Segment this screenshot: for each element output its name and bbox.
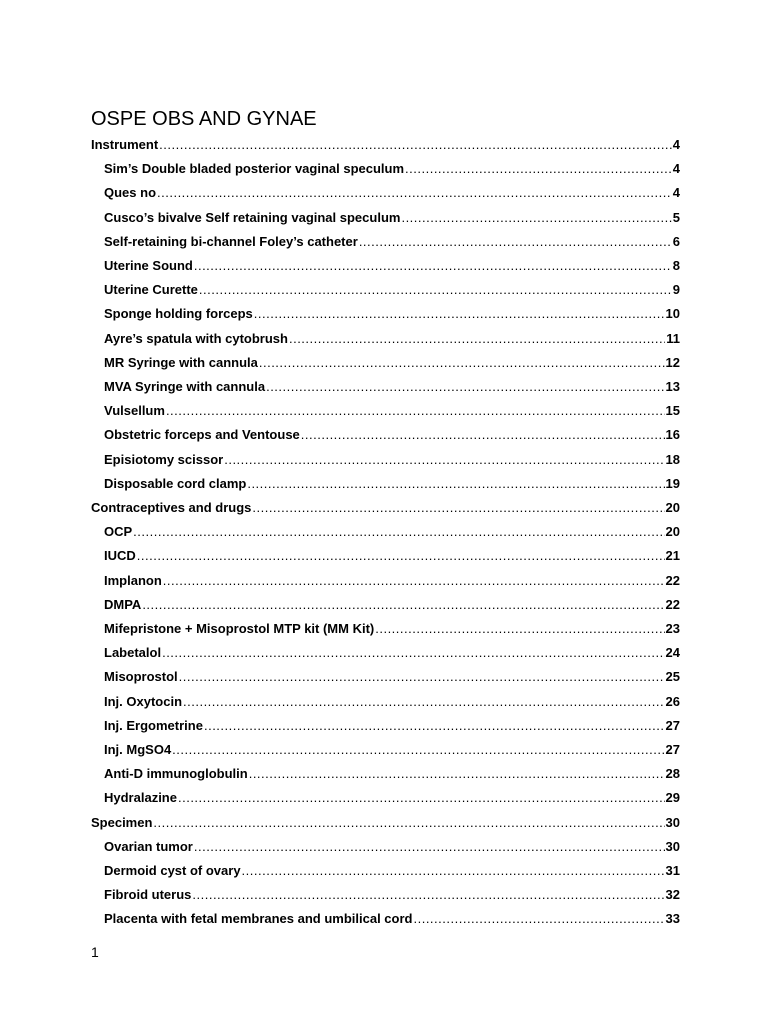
toc-entry-page: 12: [665, 354, 680, 370]
toc-entry-page: 30: [665, 814, 680, 830]
toc-entry-label: Instrument: [91, 137, 159, 152]
toc-entry[interactable]: [104, 735, 680, 757]
toc-entry-label: MVA Syringe with cannula: [104, 379, 266, 394]
toc-entry-page: 6: [672, 233, 680, 249]
toc-entry-page: 21: [665, 548, 680, 564]
toc-entry[interactable]: [104, 154, 680, 176]
toc-entry-label: Labetalol: [104, 645, 162, 661]
toc-entry-page: 5: [672, 209, 680, 225]
toc-dot-leader: [183, 694, 665, 709]
toc-entry-label: Ayre’s spatula with cytobrush: [104, 330, 288, 346]
toc-entry-label: Sim’s Double bladed posterior vaginal speculum: [104, 161, 405, 177]
toc-entry-page: 8: [672, 258, 680, 273]
toc-entry-page: 23: [665, 621, 680, 636]
toc-entry-page: 27: [665, 742, 680, 757]
page-number: 1: [91, 944, 99, 960]
toc-entry[interactable]: [104, 445, 680, 467]
toc-entry-label: IUCD: [104, 548, 136, 564]
toc-entry-page: 31: [665, 863, 680, 878]
toc-entry[interactable]: [104, 178, 680, 200]
toc-entry-label: Mifepristone + Misoprostol MTP kit (MM Kit): [104, 621, 375, 636]
toc-entry[interactable]: [104, 517, 680, 539]
toc-dot-leader: [137, 548, 665, 563]
toc-entry[interactable]: [104, 759, 680, 781]
toc-entry-label: Disposable cord clamp: [104, 475, 247, 491]
toc-dot-leader: [254, 306, 665, 321]
toc-entry-page: 9: [672, 282, 680, 298]
toc-entry-page: 29: [665, 790, 680, 806]
toc-dot-leader: [242, 863, 665, 878]
toc-dot-leader: [199, 282, 672, 297]
toc-entry-page: 15: [665, 403, 680, 419]
toc-entry[interactable]: [104, 832, 680, 854]
toc-entry-label: Cusco’s bivalve Self retaining vaginal speculum: [104, 209, 401, 225]
toc-dot-leader: [178, 790, 665, 805]
toc-entry[interactable]: [91, 493, 680, 515]
toc-entry-page: 32: [665, 887, 680, 903]
toc-dot-leader: [166, 403, 665, 418]
toc-entry[interactable]: [104, 420, 680, 442]
toc-dot-leader: [247, 476, 664, 491]
toc-entry-label: Contraceptives and drugs: [91, 500, 252, 515]
toc-entry-page: 30: [665, 838, 680, 854]
toc-entry[interactable]: [104, 904, 680, 926]
toc-entry[interactable]: [104, 687, 680, 709]
toc-dot-leader: [162, 645, 664, 660]
toc-entry-label: Ovarian tumor: [104, 838, 193, 854]
toc-entry[interactable]: [104, 299, 680, 321]
toc-dot-leader: [192, 887, 664, 902]
toc-entry-label: Dermoid cyst of ovary: [104, 863, 241, 878]
toc-entry[interactable]: [104, 566, 680, 588]
toc-entry[interactable]: [104, 324, 680, 346]
toc-dot-leader: [359, 234, 672, 249]
toc-dot-leader: [301, 427, 665, 442]
toc-entry-page: 20: [665, 500, 680, 515]
toc-entry-label: MR Syringe with cannula: [104, 354, 258, 370]
toc-entry-label: Sponge holding forceps: [104, 306, 253, 322]
toc-entry[interactable]: [104, 541, 680, 563]
toc-entry-label: Hydralazine: [104, 790, 177, 806]
toc-dot-leader: [375, 621, 664, 636]
toc-entry[interactable]: [104, 203, 680, 225]
toc-dot-leader: [224, 452, 664, 467]
toc-entry-page: 11: [666, 330, 680, 346]
toc-entry-label: Placenta with fetal membranes and umbilical cord: [104, 911, 413, 927]
toc-entry[interactable]: [104, 783, 680, 805]
toc-entry-page: 27: [665, 717, 680, 733]
toc-dot-leader: [179, 669, 665, 684]
toc-dot-leader: [194, 258, 672, 273]
toc-entry-page: 33: [665, 911, 680, 927]
toc-entry-page: 16: [665, 427, 680, 443]
toc-entry[interactable]: [104, 227, 680, 249]
toc-entry-label: Fibroid uterus: [104, 887, 192, 903]
toc-entry-page: 26: [665, 693, 680, 709]
toc-dot-leader: [157, 185, 672, 200]
toc-dot-leader: [153, 815, 664, 830]
toc-entry-label: Inj. Oxytocin: [104, 693, 183, 709]
toc-entry-page: 20: [665, 524, 680, 540]
toc-entry-label: Inj. MgSO4: [104, 742, 172, 757]
toc-dot-leader: [133, 524, 664, 539]
toc-dot-leader: [204, 718, 665, 733]
toc-entry-label: Self-retaining bi-channel Foley’s catheter: [104, 233, 358, 249]
toc-dot-leader: [405, 161, 672, 176]
toc-entry[interactable]: [104, 711, 680, 733]
toc-dot-leader: [252, 500, 664, 515]
toc-entry[interactable]: [91, 808, 680, 830]
page-title: OSPE OBS AND GYNAE: [91, 108, 317, 130]
toc-entry[interactable]: [104, 372, 680, 394]
toc-entry-label: OCP: [104, 524, 133, 540]
toc-entry-page: 4: [672, 185, 680, 201]
toc-entry-page: 4: [672, 137, 680, 152]
toc-entry-page: 24: [665, 645, 680, 661]
toc-entry[interactable]: [104, 251, 680, 273]
toc-entry[interactable]: [104, 275, 680, 297]
toc-entry[interactable]: [91, 130, 680, 152]
toc-dot-leader: [413, 911, 664, 926]
toc-entry[interactable]: [104, 614, 680, 636]
toc-entry[interactable]: [104, 348, 680, 370]
toc-entry-page: 25: [665, 669, 680, 685]
toc-entry[interactable]: [104, 396, 680, 418]
toc-entry[interactable]: [104, 590, 680, 612]
toc-entry-label: Ques no: [104, 185, 157, 201]
toc-entry-page: 19: [665, 475, 680, 491]
toc-entry-page: 18: [665, 451, 680, 467]
toc-dot-leader: [163, 573, 665, 588]
toc-entry[interactable]: [104, 638, 680, 660]
toc-dot-leader: [172, 742, 664, 757]
toc-entry-label: Obstetric forceps and Ventouse: [104, 427, 300, 443]
toc-dot-leader: [259, 355, 665, 370]
toc-entry-page: 13: [665, 379, 680, 394]
toc-entry-page: 22: [665, 596, 680, 612]
toc-entry-label: Anti-D immunoglobulin: [104, 766, 248, 782]
toc-entry-label: Implanon: [104, 572, 162, 588]
toc-entry-label: DMPA: [104, 596, 142, 612]
toc-entry[interactable]: [104, 856, 680, 878]
toc-entry[interactable]: [104, 662, 680, 684]
toc-entry-label: Misoprostol: [104, 669, 178, 685]
toc-entry-page: 22: [665, 572, 680, 588]
toc-entry-label: Episiotomy scissor: [104, 451, 224, 467]
toc-entry-label: Inj. Ergometrine: [104, 717, 203, 733]
toc-entry-label: Uterine Sound: [104, 258, 193, 273]
toc-entry[interactable]: [104, 469, 680, 491]
toc-entry-page: 4: [672, 161, 680, 177]
toc-entry[interactable]: [104, 880, 680, 902]
toc-entry-page: 10: [665, 306, 680, 322]
toc-dot-leader: [142, 597, 664, 612]
toc-entry-label: Vulsellum: [104, 403, 165, 419]
toc-dot-leader: [266, 379, 664, 394]
toc-dot-leader: [289, 331, 665, 346]
toc-dot-leader: [159, 137, 672, 152]
toc-entry-label: Specimen: [91, 814, 153, 830]
toc-entry-label: Uterine Curette: [104, 282, 198, 298]
toc-dot-leader: [401, 210, 671, 225]
toc-entry-page: 28: [665, 766, 680, 782]
toc-dot-leader: [249, 766, 665, 781]
toc-dot-leader: [194, 839, 665, 854]
